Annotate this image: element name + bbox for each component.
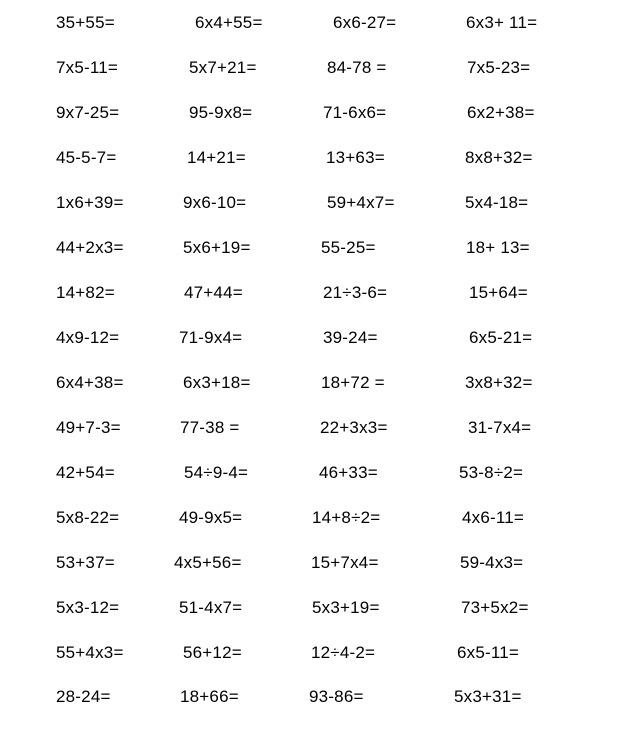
problem-row xyxy=(0,682,634,712)
math-problem: 3x8+32= xyxy=(465,373,533,392)
math-problem: 14+21= xyxy=(187,148,246,167)
math-problem: 95-9x8= xyxy=(189,103,253,122)
math-problem: 7x5-11= xyxy=(56,58,119,77)
math-problem: 42+54= xyxy=(56,463,115,482)
math-problem: 55+4x3= xyxy=(56,643,124,662)
math-problem: 84-78 = xyxy=(327,58,387,77)
math-problem: 55-25= xyxy=(321,238,376,257)
math-problem: 14+82= xyxy=(56,283,115,302)
math-problem: 18+72 = xyxy=(321,373,385,392)
math-problem: 6x5-21= xyxy=(469,328,533,347)
math-problem: 31-7x4= xyxy=(468,418,532,437)
problem-row xyxy=(0,278,634,308)
math-problem: 4x9-12= xyxy=(56,328,120,347)
math-problem: 15+7x4= xyxy=(311,553,379,572)
math-problem: 6x6-27= xyxy=(333,13,397,32)
problem-row xyxy=(0,413,634,443)
math-problem: 6x4+38= xyxy=(56,373,124,392)
math-problem: 6x2+38= xyxy=(467,103,535,122)
math-problem: 77-38 = xyxy=(180,418,240,437)
math-problem: 51-4x7= xyxy=(179,598,243,617)
math-problem: 49-9x5= xyxy=(179,508,243,527)
math-problem: 21÷3-6= xyxy=(323,283,388,302)
math-problem: 4x6-11= xyxy=(462,508,525,527)
math-problem: 93-86= xyxy=(309,687,364,706)
math-problem: 59+4x7= xyxy=(327,193,395,212)
math-problem: 6x4+55= xyxy=(195,13,263,32)
math-problem: 71-9x4= xyxy=(179,328,243,347)
math-problem: 53+37= xyxy=(56,553,115,572)
math-problem: 56+12= xyxy=(183,643,242,662)
math-problem: 53-8÷2= xyxy=(459,463,524,482)
math-problem: 28-24= xyxy=(56,687,111,706)
math-problem: 5x8-22= xyxy=(56,508,120,527)
math-problem: 49+7-3= xyxy=(56,418,121,437)
problem-row xyxy=(0,548,634,578)
math-problem: 73+5x2= xyxy=(461,598,529,617)
problem-row xyxy=(0,458,634,488)
problem-row xyxy=(0,143,634,173)
math-problem: 18+66= xyxy=(180,687,239,706)
problem-row xyxy=(0,503,634,533)
math-problem: 12÷4-2= xyxy=(311,643,376,662)
math-problem: 8x8+32= xyxy=(465,148,533,167)
problem-row xyxy=(0,188,634,218)
math-problem: 5x7+21= xyxy=(189,58,257,77)
math-problem: 4x5+56= xyxy=(174,553,242,572)
math-problem: 9x6-10= xyxy=(183,193,247,212)
problem-row xyxy=(0,98,634,128)
math-problem: 9x7-25= xyxy=(56,103,120,122)
math-problem: 14+8÷2= xyxy=(312,508,381,527)
math-problem: 6x5-11= xyxy=(457,643,520,662)
math-problem: 5x6+19= xyxy=(183,238,251,257)
math-problem: 71-6x6= xyxy=(323,103,387,122)
math-problem: 35+55= xyxy=(56,13,115,32)
problem-row xyxy=(0,8,634,38)
math-problem: 39-24= xyxy=(323,328,378,347)
problem-row xyxy=(0,593,634,623)
math-problem: 15+64= xyxy=(469,283,528,302)
math-problem: 59-4x3= xyxy=(460,553,524,572)
math-problem: 54÷9-4= xyxy=(184,463,249,482)
problem-row xyxy=(0,638,634,668)
math-problem: 5x3+19= xyxy=(312,598,380,617)
problem-row xyxy=(0,53,634,83)
math-problem: 18+ 13= xyxy=(466,238,530,257)
math-problem: 6x3+ 11= xyxy=(466,13,538,32)
math-problem: 5x3+31= xyxy=(454,687,522,706)
math-problem: 6x3+18= xyxy=(183,373,251,392)
problem-row xyxy=(0,233,634,263)
math-problem: 47+44= xyxy=(184,283,243,302)
math-problem: 22+3x3= xyxy=(320,418,388,437)
math-problem: 44+2x3= xyxy=(56,238,124,257)
problem-row xyxy=(0,323,634,353)
math-problem: 45-5-7= xyxy=(56,148,117,167)
math-problem: 1x6+39= xyxy=(56,193,124,212)
math-problem: 13+63= xyxy=(326,148,385,167)
math-problem: 5x3-12= xyxy=(56,598,120,617)
math-problem: 46+33= xyxy=(319,463,378,482)
problem-row xyxy=(0,368,634,398)
math-problem: 7x5-23= xyxy=(467,58,531,77)
math-problem: 5x4-18= xyxy=(465,193,529,212)
